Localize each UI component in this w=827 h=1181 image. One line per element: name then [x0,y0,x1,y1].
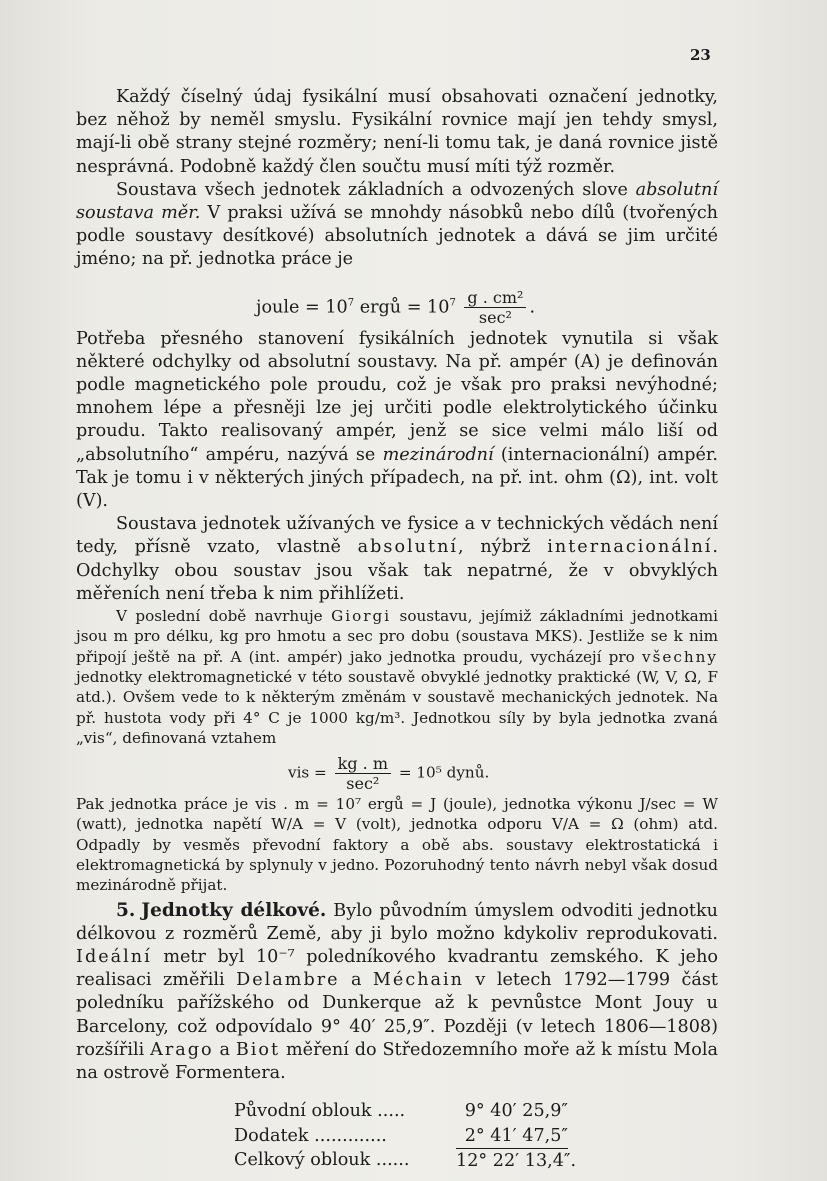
paragraph-units-meaning: Každý číselný údaj fysikální musí obsahovati označení jednotky, bez něhož by neměl smyslu. Fysikální rovnice mají jen tehdy smysl, mají-li obě strany stejné rozměry; není-li tomu tak, je daná rovnice jistě nesprávná. Podobně každý člen součtu musí míti týž rozměr. [76,87,718,177]
arc-row-original [234,1099,718,1123]
spaced-word: Ideální [76,947,152,968]
fraction [335,754,391,793]
fraction-numerator: kg . m [335,754,391,774]
paragraph-international-units [76,328,718,514]
text-run: Soustava všech jednotek základních a odvozených slove [116,179,636,200]
section-number: 5. [116,899,136,921]
text-run: (internacionální) ampér. Tak je tomu i v některých jiných případech, na př. int. ohm (Ω), int. volt (V). [76,444,718,512]
fraction-denominator: sec² [346,774,380,794]
paragraph-system-summary [76,513,718,606]
spaced-word: Biot [235,1039,281,1060]
spaced-word: všechny [641,647,718,666]
formula-exponent: 7 [449,297,456,309]
spaced-word: Méchain [372,970,464,991]
formula-joule [76,274,718,327]
text-run: Potřeba přesného stanovení fysikálních jednotek vynutila si však některé odchylky od absolutní soustavy. Na př. ampér (A) je definován podle magnetického pole proudu, což je však pro praksi nevýhodné; mnohem lépe a přesněji lze jej určiti podle elektrolytického účinku proudu. Takto realisovaný ampér, jenž se sice velmi málo liší od „absolutního“ ampéru, nazývá se [76,328,718,465]
section-heading [116,900,326,921]
arc-row-total [234,1148,718,1173]
text-run: Bylo původním úmyslem odvoditi jednotku délkovou z rozměrů Země, aby ji bylo možno kdykoliv reprodukovati. [76,900,718,944]
fraction-numerator: g . cm² [464,288,526,308]
spaced-word: absolutní [357,537,459,558]
fraction-denominator: sec² [478,307,512,327]
text-run: , nýbrž [458,537,548,558]
text-run: měření do Středozemního moře až k místu Mola na ostrově Formentera. [76,1039,718,1084]
formula-rhs: = 10⁵ dynů. [394,763,490,782]
arc-label: Celkový oblouk ...... [234,1150,410,1171]
arc-value: 9° 40′ 25,9″ [464,1101,568,1122]
arc-label: Původní oblouk ..... [234,1101,406,1122]
arc-label: Dodatek ............. [234,1125,387,1146]
text-run: a [213,1039,236,1060]
emphasis-international: mezinárodní [382,444,494,465]
formula-lhs: joule = 10 [256,297,348,318]
text-run: V praksi užívá se mnohdy násobků nebo dílů (tvořených podle soustavy desítkové) absolutních jednotek a dává se jim určité jméno; na př. jednotka práce je [76,203,718,270]
arc-value: 2° 41′ 47,5″ [464,1125,568,1146]
body-text [76,86,718,1173]
fraction [464,288,526,327]
text-run: metr byl 10⁻⁷ poledníkového kvadrantu zemského. K jeho realisaci změřili [76,947,718,991]
formula-end: . [529,297,536,318]
formula-mid: ergů = 10 [354,297,450,318]
section-5-length-units [76,899,718,1086]
spaced-word: internacionální [547,537,713,558]
text-run: Soustava jednotek užívaných ve fysice a v technických vědách není tedy, přísně vzato, vlastně [76,514,718,558]
text-run: v letech 1792—1799 část poledníku pařížského od Dunkerque až k pevnůstce Mont Jouy u Barcelony, což odpovídalo 9° 40′ 25,9″. Později (v letech 1806—1808) rozšířili [76,970,718,1060]
text-run: soustavu, jejímiž základními jednotkami jsou m pro délku, kg pro hmotu a sec pro dobu (soustava MKS). Jestliže se k nim připojí ještě na př. A (int. ampér) jako jednotka proudu, vycházejí pro [76,607,718,666]
page-number: 23 [690,46,711,64]
spaced-word: Giorgi [331,607,392,626]
text-run: V poslední době navrhuje [116,607,332,626]
text-run: a [339,970,373,991]
spaced-word: Delambre [236,970,340,991]
formula-vis [76,748,718,794]
formula-lhs: vis = [288,763,332,782]
paragraph-giorgi-system [76,606,718,748]
paragraph-absolute-system [76,179,718,272]
spaced-word: Arago [150,1039,214,1060]
text-run: . Odchylky obou soustav jsou však tak nepatrné, že v obvyklých měřeních není třeba k nim přihlížeti. [76,537,718,604]
emphasis-absolute-system: absolutní soustava měr. [76,179,718,224]
arc-row-addition [234,1124,718,1148]
formula-exponent: 7 [347,297,355,309]
arc-table [234,1099,718,1173]
paragraph-mks-units: Pak jednotka práce je vis . m = 10⁷ ergů = J (joule), jednotka výkonu J/sec = W (watt), jednotka napětí W/A = V (volt), jednotka odporu V/A = Ω (ohm) atd. Odpadly by vesměs převodní faktory a obě abs. soustavy elektrostatická i elektromagnetická by splynuly v jedno. Pozoruhodný tento návrh nebyl však dosud mezinárodně přijat. [76,795,718,895]
text-run: jednotky elektromagnetické v této soustavě obvyklé jednotky praktické (W, V, Ω, F atd.). Ovšem vede to k některým změnám v soustavě mechanických jednotek. Na př. hustota vody při 4° C je 1000 kg/m³. Jednotkou síly by byla jednotka zvaná „vis“, definovaná vztahem [76,667,718,747]
section-title: Jednotky délkové. [141,899,327,921]
arc-value: 12° 22′ 13,4″. [456,1148,568,1173]
